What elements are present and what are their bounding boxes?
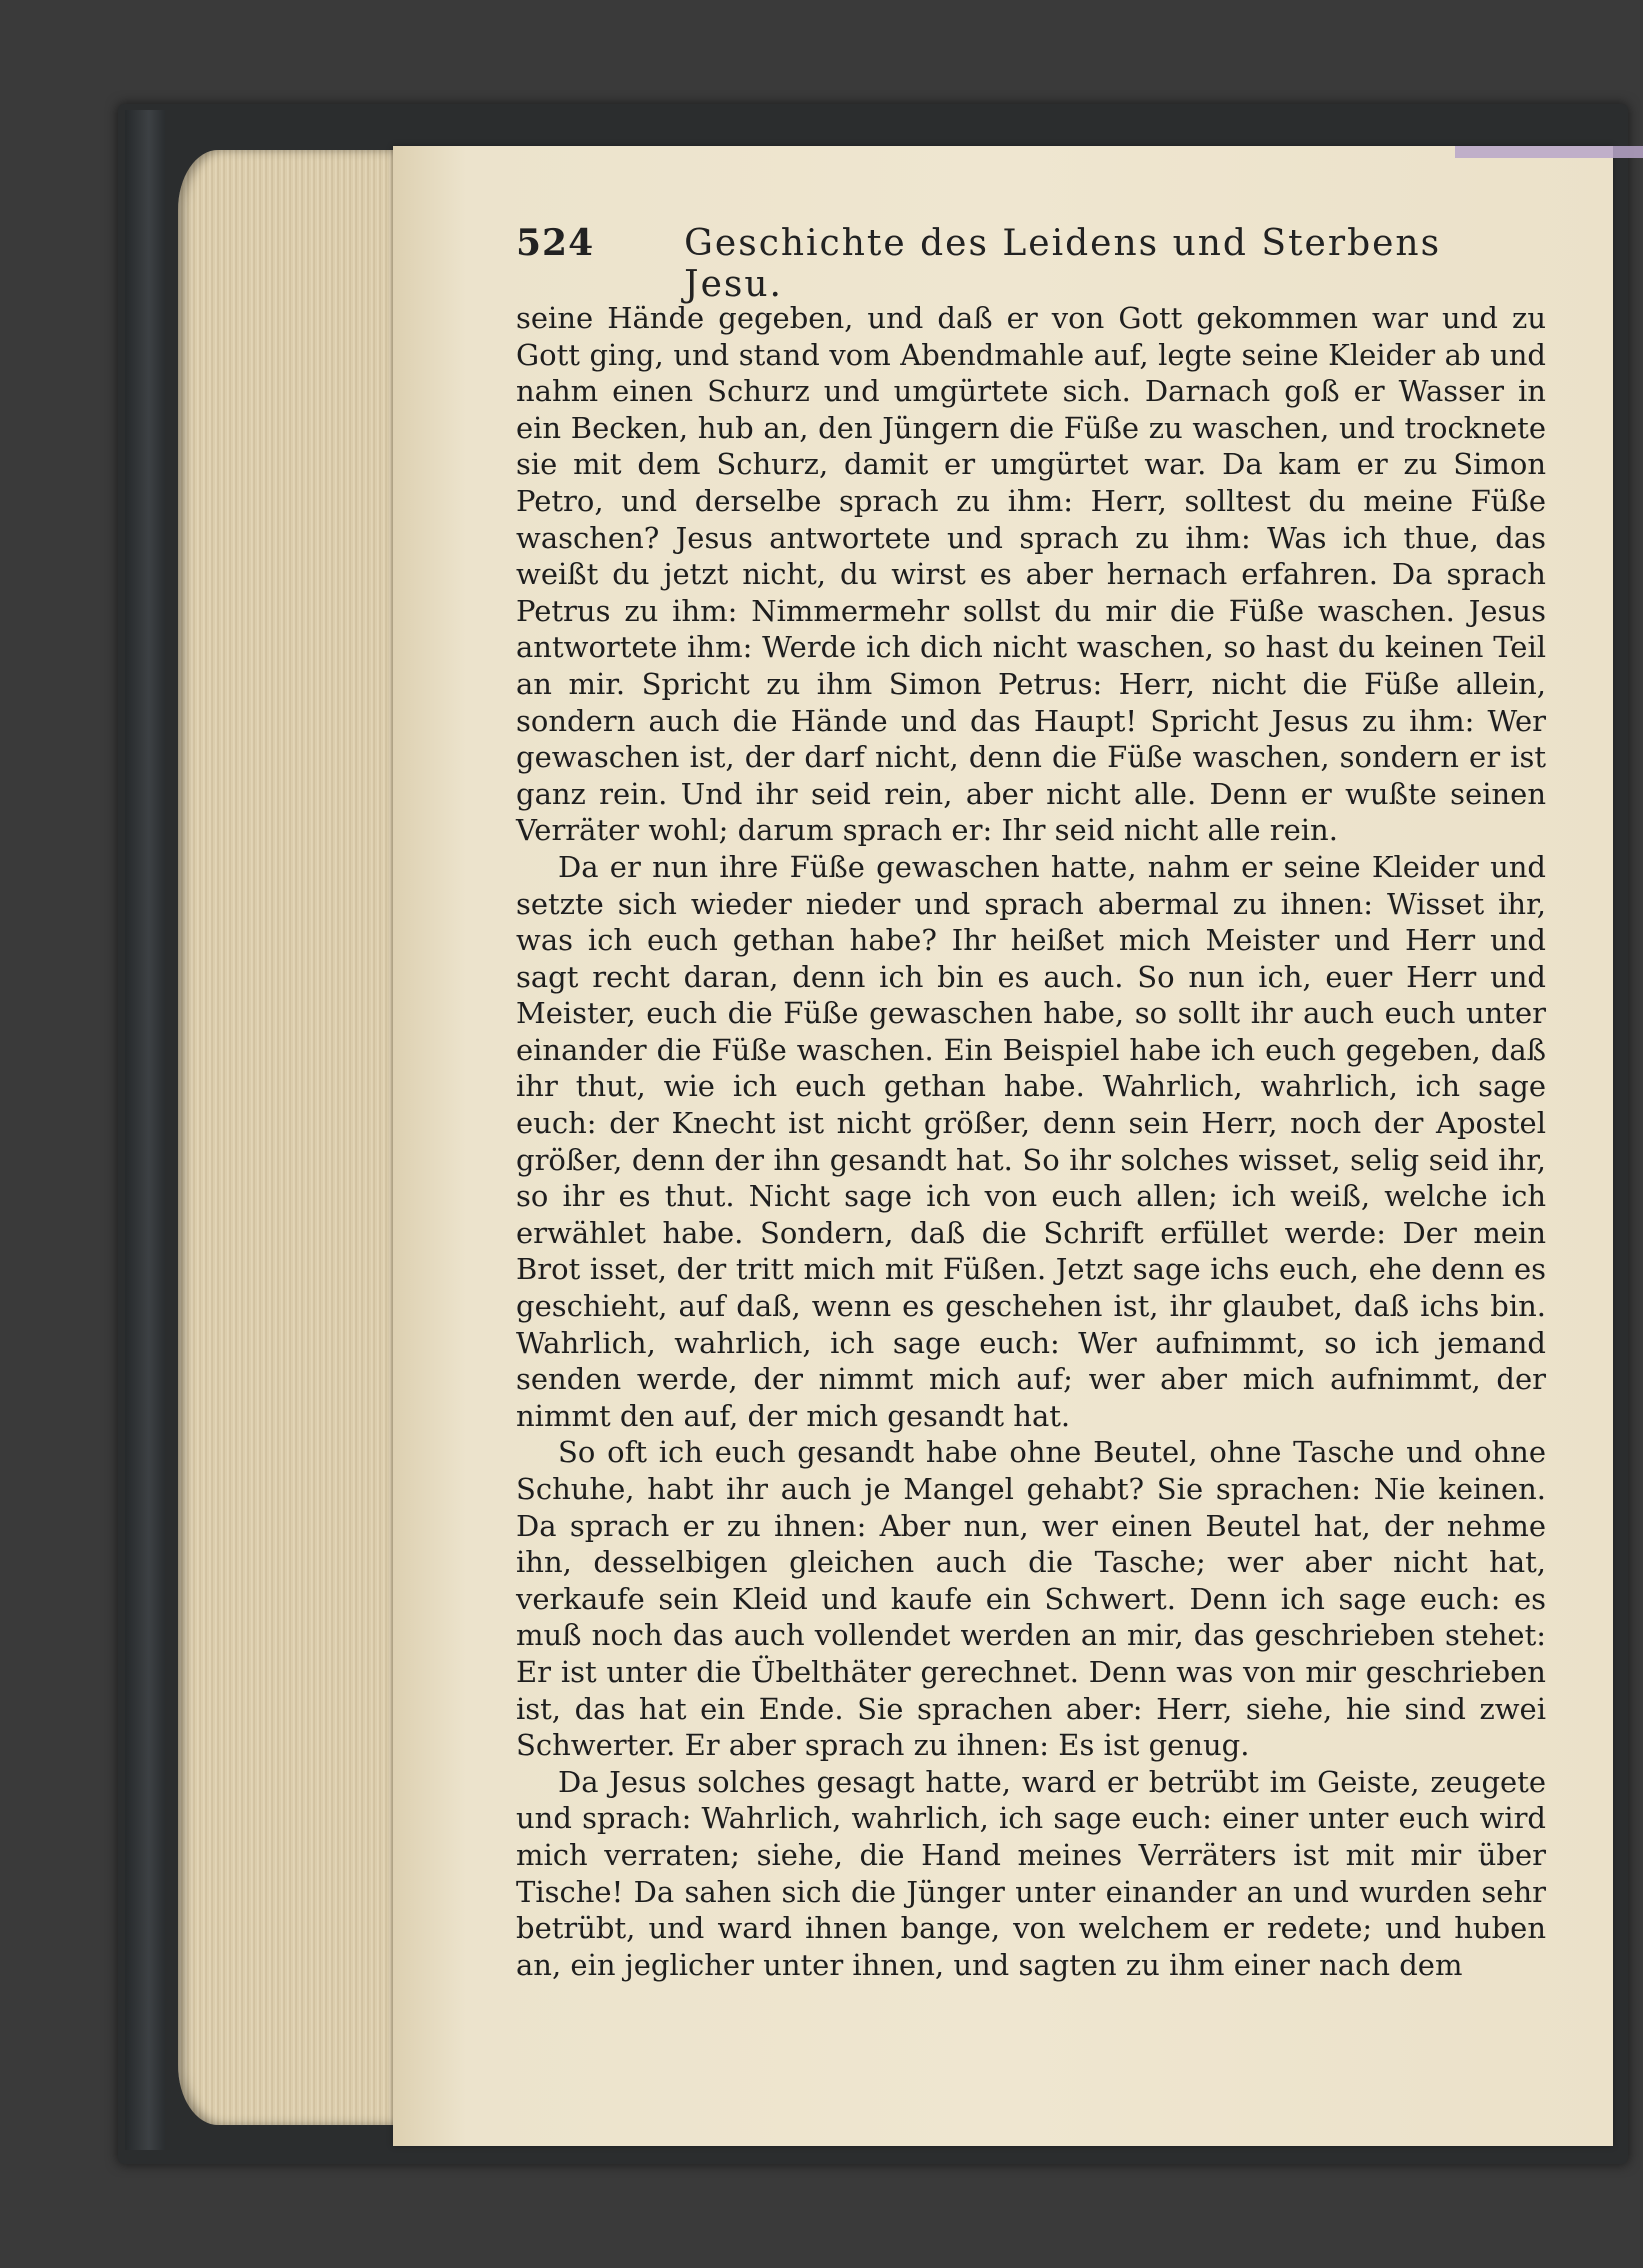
page-number: 524 — [516, 222, 595, 264]
body-text — [516, 300, 1546, 1983]
running-head: Geschichte des Leidens und Sterbens Jesu. — [684, 223, 1442, 305]
page-edges — [178, 150, 393, 2125]
paragraph-1: seine Hände gegeben, und daß er von Gott gekommen war und zu Gott ging, und stand vom Abendmahle auf, legte seine Kleider ab und nahm einen Schurz und umgürtete sich. Darnach goß er Wasser in ein Becken, hub an, den Jüngern die Füße zu waschen, und trocknete sie mit dem Schurz, damit er umgürtet war. Da kam er zu Simon Petro, und derselbe sprach zu ihm: Herr, solltest du meine Füße waschen? Jesus antwortete und sprach zu ihm: Was ich thue, das weißt du jetzt nicht, du wirst es aber hernach erfahren. Da sprach Petrus zu ihm: Nimmermehr sollst du mir die Füße waschen. Jesus antwortete ihm: Werde ich dich nicht waschen, so hast du keinen Teil an mir. Spricht zu ihm Simon Petrus: Herr, nicht die Füße allein, sondern auch die Hände und das Haupt! Spricht Jesus zu ihm: Wer gewaschen ist, der darf nicht, denn die Füße waschen, sondern er ist ganz rein. Und ihr seid rein, aber nicht alle. Denn er wußte seinen Verräter wohl; darum sprach er: Ihr seid nicht alle rein. — [516, 301, 1546, 848]
paragraph-4: Da Jesus solches gesagt hatte, ward er betrübt im Geiste, zeugete und sprach: Wahrlich, wahrlich, ich sage euch: einer unter euch wird mich verraten; siehe, die Hand meines Verräters ist mit mir über Tische! Da sahen sich die Jünger unter einander an und wurden sehr betrübt, und ward ihnen bange, von welchem er redete; und huben an, ein jeglicher unter ihnen, und sagten zu ihm einer nach dem — [516, 1764, 1546, 1982]
page-header — [516, 222, 1546, 305]
paragraph-2: Da er nun ihre Füße gewaschen hatte, nahm er seine Kleider und setzte sich wieder nieder und sprach abermal zu ihnen: Wisset ihr, was ich euch gethan habe? Ihr heißet mich Meister und Herr und sagt recht daran, denn ich bin es auch. So nun ich, euer Herr und Meister, euch die Füße gewaschen habe, so sollt ihr auch euch unter einander die Füße waschen. Ein Beispiel habe ich euch gegeben, daß ihr thut, wie ich euch gethan habe. Wahrlich, wahrlich, ich sage euch: der Knecht ist nicht größer, denn sein Herr, noch der Apostel größer, denn der ihn gesandt hat. So ihr solches wisset, selig seid ihr, so ihr es thut. Nicht sage ich von euch allen; ich weiß, welche ich erwählet habe. Sondern, daß die Schrift erfüllet werde: Der mein Brot isset, der tritt mich mit Füßen. Jetzt sage ichs euch, ehe denn es geschieht, auf daß, wenn es geschehen ist, ihr glaubet, daß ichs bin. Wahrlich, wahrlich, ich sage euch: Wer aufnimmt, so ich jemand senden werde, der nimmt mich auf; wer aber mich aufnimmt, der nimmt den auf, der mich gesandt hat. — [516, 849, 1546, 1433]
book-spine — [125, 110, 165, 2150]
bookmark-ribbon — [1455, 146, 1643, 158]
paragraph-3: So oft ich euch gesandt habe ohne Beutel, ohne Tasche und ohne Schuhe, habt ihr auch je Mangel gehabt? Sie sprachen: Nie keinen. Da sprach er zu ihnen: Aber nun, wer einen Beutel hat, der nehme ihn, desselbigen gleichen auch die Tasche; wer aber nicht hat, verkaufe sein Kleid und kaufe ein Schwert. Denn ich sage euch: es muß noch das auch vollendet werden an mir, das geschrieben stehet: Er ist unter die Übelthäter gerechnet. Denn was von mir geschrieben ist, das hat ein Ende. Sie sprachen aber: Herr, siehe, hie sind zwei Schwerter. Er aber sprach zu ihnen: Es ist genug. — [516, 1435, 1546, 1763]
